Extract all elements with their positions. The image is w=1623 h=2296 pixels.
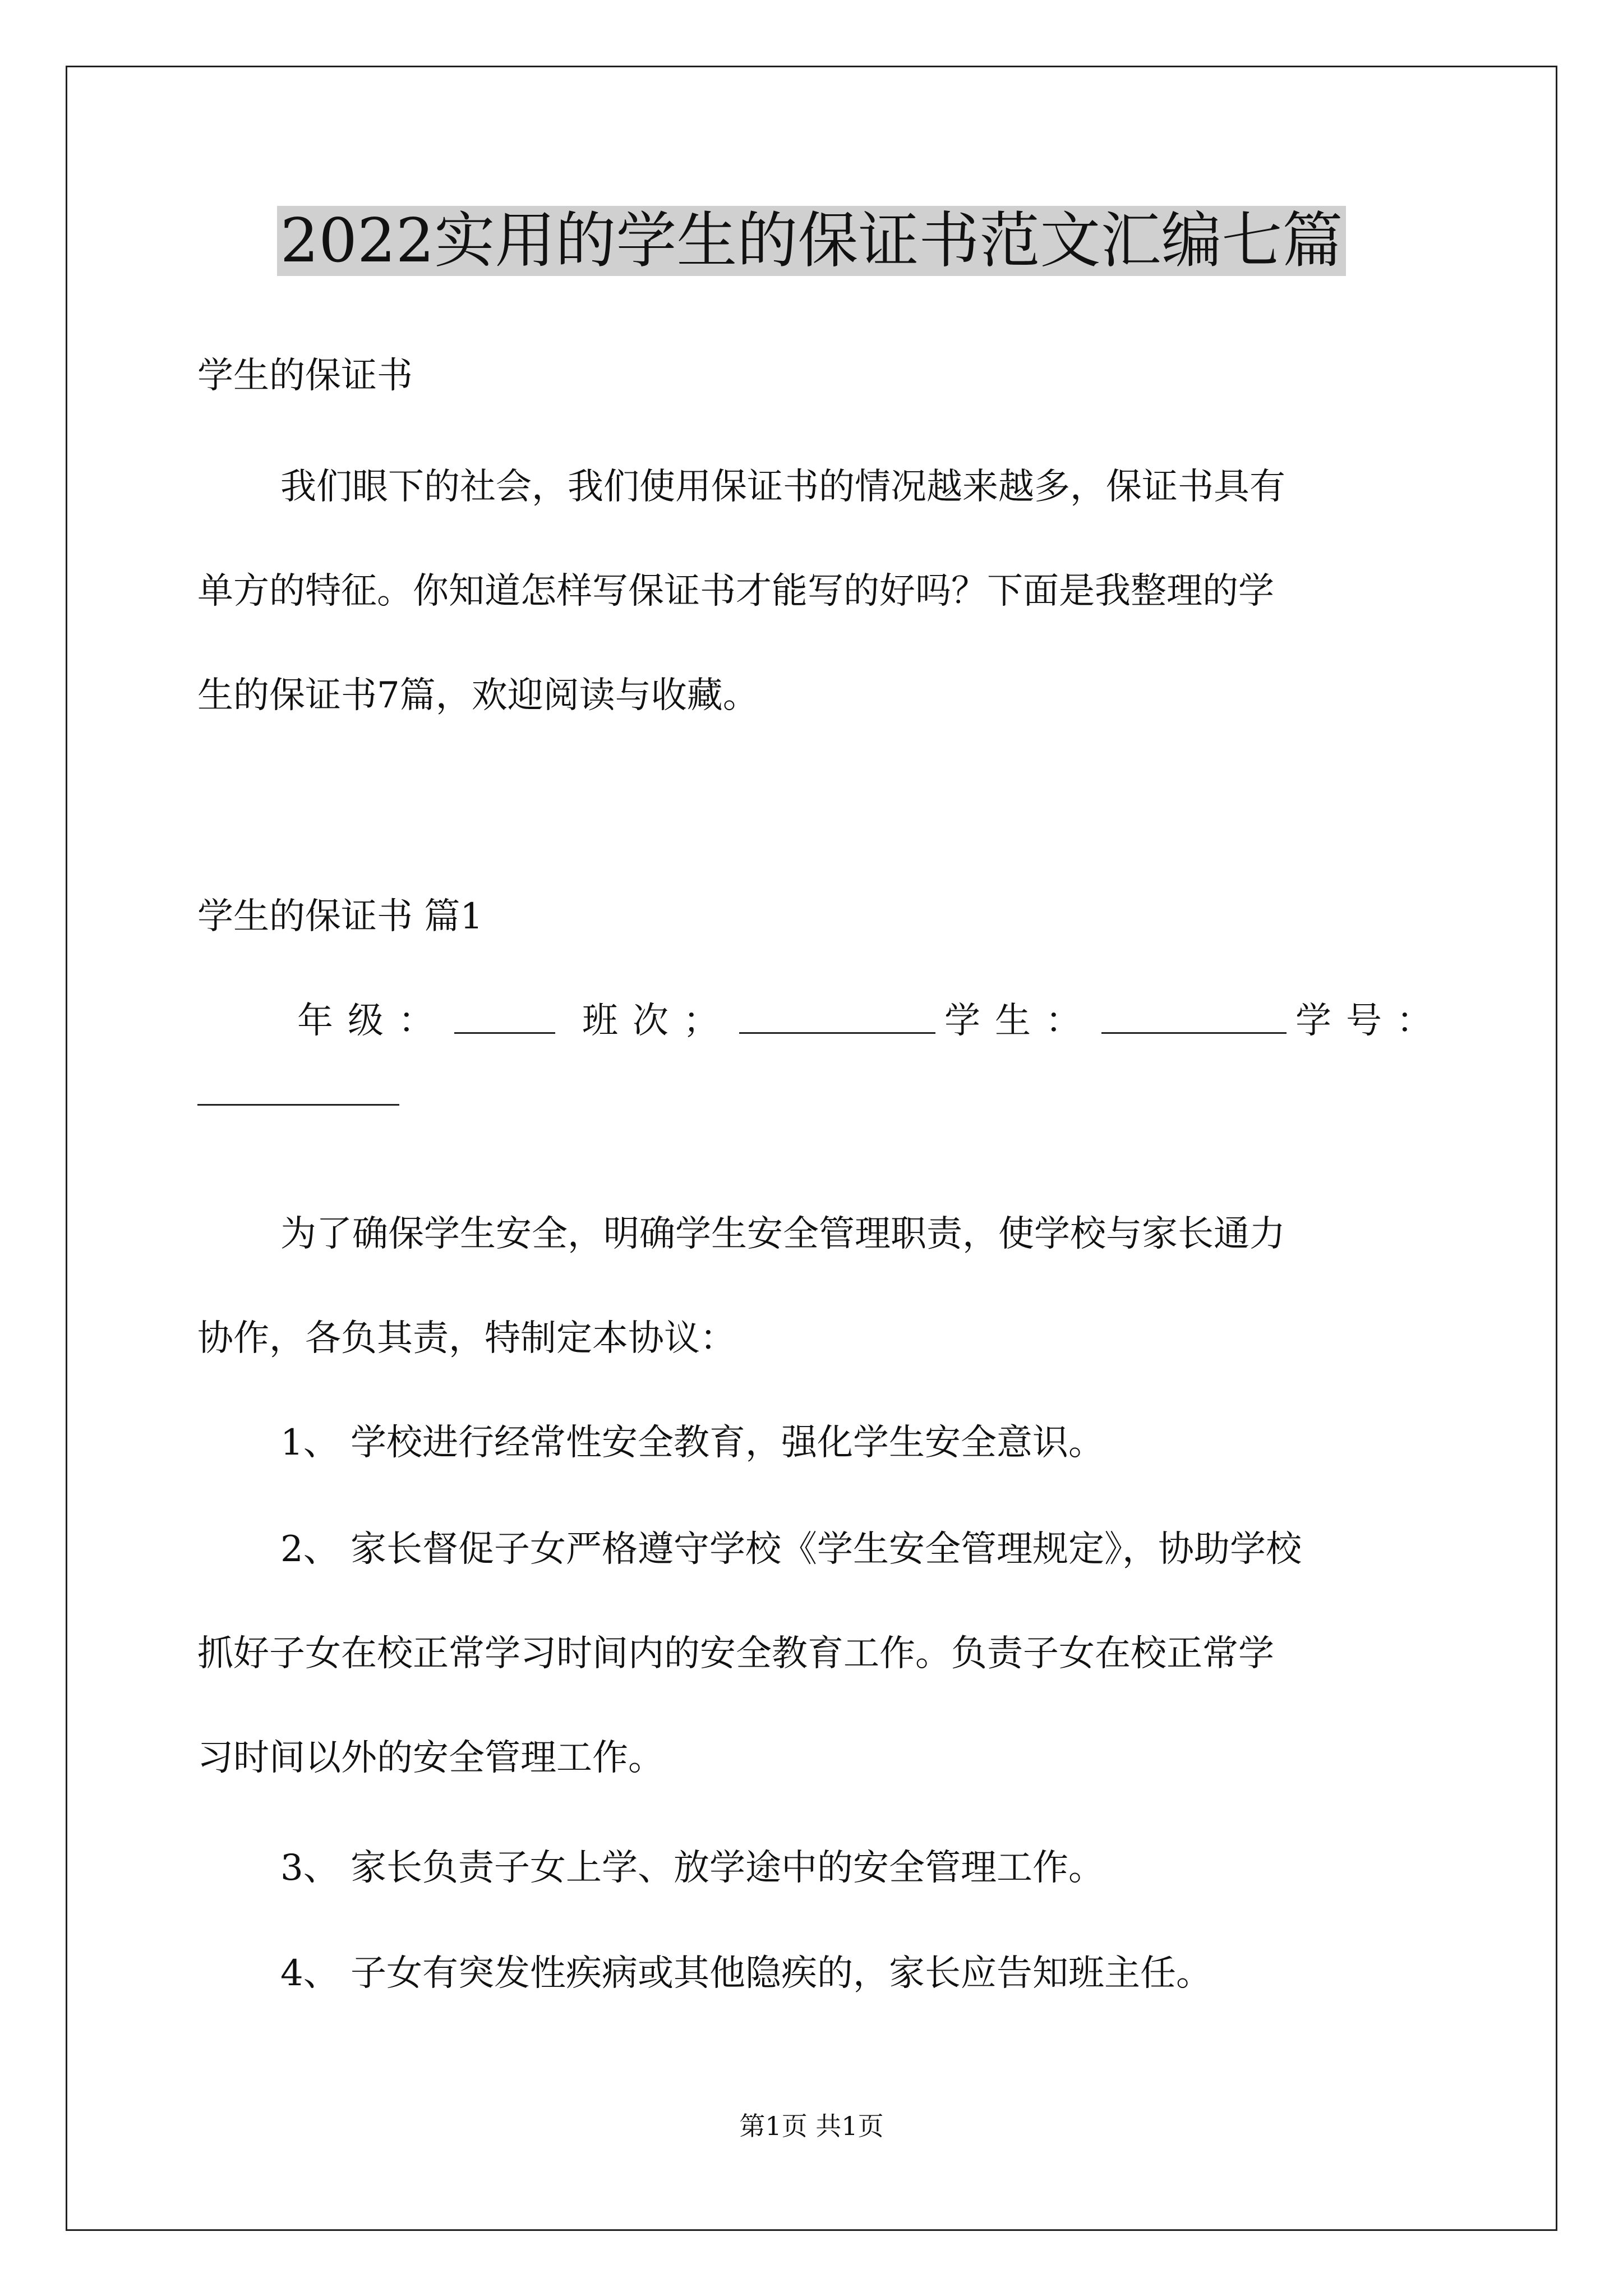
intro-line-1: 我们眼下的社会，我们使用保证书的情况越来越多，保证书具有	[280, 466, 1285, 508]
purpose-line-1: 为了确保学生安全，明确学生安全管理职责，使学校与家长通力	[280, 1213, 1285, 1255]
document-title-text: 2022实用的学生的保证书范文汇编七篇	[277, 206, 1347, 276]
student-info-fields	[297, 993, 1447, 1049]
intro-line-3: 生的保证书7篇，欢迎阅读与收藏。	[197, 675, 759, 716]
student-name-blank[interactable]	[1101, 993, 1287, 1034]
clause-4: 4、 子女有突发性疾病或其他隐疾的，家长应告知班主任。	[280, 1953, 1212, 1994]
page-footer: 第1页 共1页	[739, 2111, 884, 2141]
grade-blank[interactable]	[454, 993, 555, 1034]
intro-heading: 学生的保证书	[197, 355, 413, 397]
document-title	[0, 199, 1623, 283]
grade-label: 年级：	[297, 1000, 449, 1042]
clause-2-line-3: 习时间以外的安全管理工作。	[197, 1737, 664, 1779]
clause-3: 3、 家长负责子女上学、放学途中的安全管理工作。	[280, 1847, 1105, 1889]
clause-1: 1、 学校进行经常性安全教育，强化学生安全意识。	[280, 1422, 1105, 1464]
purpose-line-2: 协作，各负其责，特制定本协议：	[197, 1318, 736, 1359]
student-number-label: 学号：	[1295, 1000, 1447, 1042]
class-label: 班次；	[582, 1000, 734, 1042]
student-label: 学生：	[944, 1000, 1096, 1042]
section-heading: 学生的保证书 篇1	[197, 896, 483, 937]
student-number-blank[interactable]	[197, 1070, 399, 1106]
clause-2-line-1: 2、 家长督促子女严格遵守学校《学生安全管理规定》，协助学校	[280, 1529, 1302, 1570]
clause-2-line-2: 抓好子女在校正常学习时间内的安全教育工作。负责子女在校正常学	[197, 1633, 1274, 1674]
class-blank[interactable]	[739, 993, 935, 1034]
intro-line-2: 单方的特征。你知道怎样写保证书才能写的好吗？下面是我整理的学	[197, 570, 1274, 612]
